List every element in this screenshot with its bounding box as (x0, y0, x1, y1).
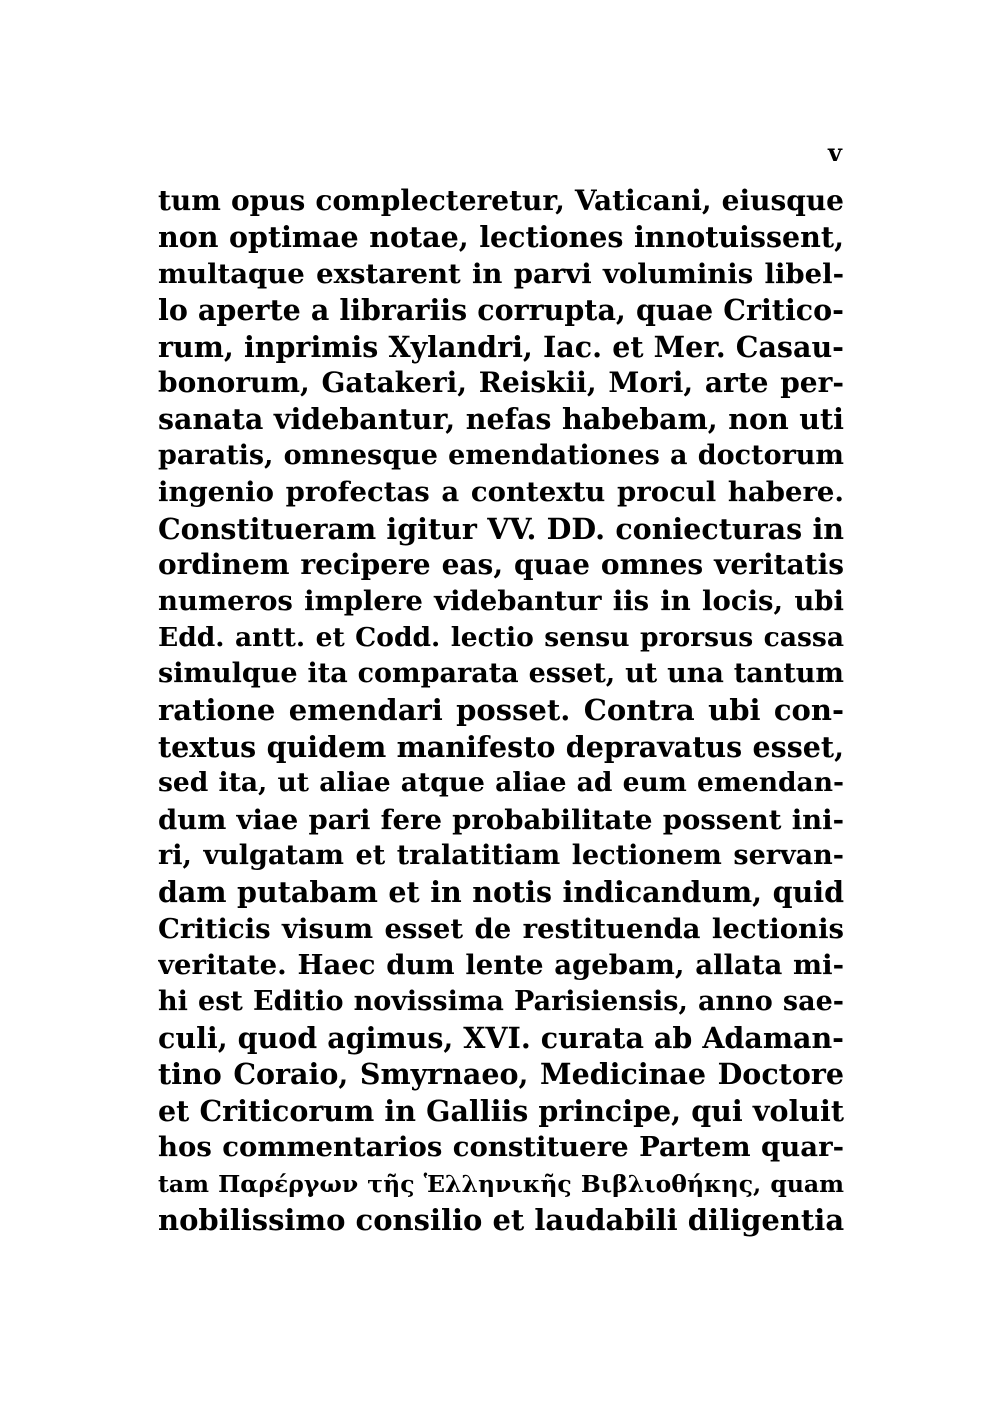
text-line: numeros implere videbantur iis in locis, ubi (158, 585, 844, 618)
text-line: non optimae notae, lectiones innotuissent, (158, 220, 844, 255)
text-line: paratis, omnesque emendationes a doctorum (158, 439, 844, 471)
text-line: ri, vulgatam et tralatitiam lectionem servan- (158, 840, 844, 872)
text-line: ingenio profectas a contextu procul habere. (158, 476, 844, 509)
text-line: hi est Editio novissima Parisiensis, anno sae- (158, 985, 844, 1017)
text-line: ordinem recipere eas, quae omnes veritatis (158, 547, 844, 581)
body-text (158, 183, 844, 1238)
text-line: textus quidem manifesto depravatus esset, (158, 729, 844, 764)
text-line: ratione emendari posset. Contra ubi con- (158, 693, 844, 728)
text-line: rum, inprimis Xylandri, Iac. et Mer. Casau- (158, 329, 844, 364)
text-line: veritate. Haec dum lente agebam, allata mi- (158, 949, 844, 982)
text-line: nobilissimo consilio et laudabili diligentia (158, 1202, 844, 1237)
text-line: sanata videbantur, nefas habebam, non uti (158, 402, 844, 437)
text-line: simulque ita comparata esset, ut una tantum (158, 658, 844, 690)
text-line: Criticis visum esset de restituenda lectionis (158, 912, 844, 945)
text-line: dum viae pari fere probabilitate possent ini- (158, 803, 844, 836)
text-line: tam Παρέργων τῆς Ἑλληνικῆς Βιβλιοθήκης, quam (158, 1169, 844, 1198)
text-line: multaque exstarent in parvi voluminis libel- (158, 257, 844, 290)
text-line: tino Coraio, Smyrnaeo, Medicinae Doctore (158, 1057, 844, 1092)
text-line: lo aperte a librariis corrupta, quae Critico- (158, 293, 844, 328)
text-line: tum opus complecteretur, Vaticani, eiusque (158, 184, 844, 217)
text-line: hos commentarios constituere Partem quar- (158, 1131, 844, 1164)
text-line: dam putabam et in notis indicandum, quid (158, 875, 844, 910)
page-number: v (828, 138, 842, 167)
text-line: Constitueram igitur VV. DD. coniecturas in (158, 511, 844, 546)
text-line: culi, quod agimus, XVI. curata ab Adaman- (158, 1020, 844, 1055)
text-line: sed ita, ut aliae atque aliae ad eum emendan- (158, 767, 844, 799)
text-line: Edd. antt. et Codd. lectio sensu prorsus cassa (158, 621, 844, 653)
text-line: et Criticorum in Galliis principe, qui voluit (158, 1093, 844, 1128)
text-line: bonorum, Gatakeri, Reiskii, Mori, arte per- (158, 365, 844, 399)
